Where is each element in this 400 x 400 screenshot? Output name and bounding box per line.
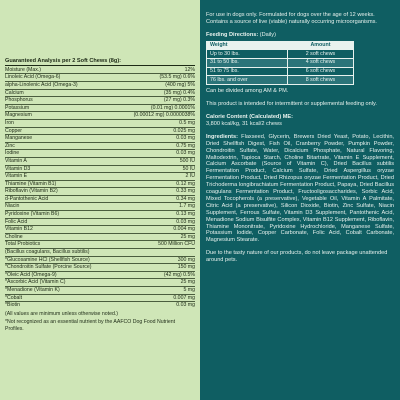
analysis-row: [5, 135, 195, 143]
analysis-row: [5, 97, 195, 105]
feeding-table-header-amount: Amount: [287, 41, 353, 50]
analysis-title: Guaranteed Analysis per 2 Soft Chews (8g):: [5, 58, 195, 66]
nutrient-name: *Oleic Acid (Omega-9): [5, 271, 57, 278]
table-cell-weight: 76 lbs. and over: [207, 76, 288, 85]
nutrient-name: Phosphorus: [5, 97, 33, 104]
table-cell-amount: 4 soft chews: [287, 59, 353, 68]
nutrient-name: Linoleic Acid (Omega-6): [5, 74, 61, 81]
analysis-row: [5, 158, 195, 166]
analysis-rows: [5, 67, 195, 309]
nutrient-value: 0.004 mg: [173, 226, 195, 233]
analysis-row: [5, 105, 195, 113]
nutrient-name: Pyridoxine (Vitamin B6): [5, 211, 60, 218]
nutrient-name: Magnesium: [5, 112, 32, 119]
nutrient-name: *Menadione (Vitamin K): [5, 287, 60, 293]
nutrient-value: (35 mg) 0.4%: [163, 89, 195, 96]
nutrient-name: *Biotin: [5, 302, 20, 309]
nutrient-value: 1.7 mg: [179, 203, 195, 210]
nutrient-name: Riboflavin (Vitamin B2): [5, 188, 58, 195]
analysis-row: [5, 241, 195, 249]
analysis-note-minimum: (All values are minimum unless otherwise noted.): [5, 310, 119, 317]
analysis-row: [5, 279, 195, 287]
nutrient-value: 500 Million CFU: [158, 241, 195, 248]
feeding-directions-unit: (Daily): [259, 31, 276, 38]
nutrient-value: 0.03 mg: [176, 135, 195, 142]
nutrient-value: 2 IU: [185, 173, 195, 180]
divided-note: Can be divided among AM & PM.: [206, 88, 289, 95]
feeding-directions-heading: [206, 32, 394, 39]
nutrient-name: d-Pantothenic Acid: [5, 195, 49, 202]
feeding-directions-title: Feeding Directions:: [206, 31, 259, 38]
nutrient-value: (53.5 mg) 0.6%: [159, 74, 195, 81]
analysis-row: [5, 143, 195, 151]
nutrient-value: 0.34 mg: [176, 195, 195, 202]
nutrient-value: 0.33 mg: [176, 188, 195, 195]
nutrient-value: (400 mg) 5%: [165, 81, 195, 88]
nutrient-name: *Glucosamine HCl (Shellfish Source): [5, 256, 90, 263]
nutrient-name: Moisture (Max.): [5, 66, 42, 73]
nutrient-name: Niacin: [5, 203, 20, 210]
analysis-row: [5, 211, 195, 219]
calorie-value: 3,800 kcal/kg, 31 kcal/2 chews: [206, 120, 282, 127]
analysis-row: [5, 173, 195, 181]
table-cell-weight: Up to 30 lbs.: [207, 50, 288, 59]
nutrient-name: Manganese: [5, 135, 33, 142]
nutrient-name: Thiamine (Vitamin B1): [5, 180, 57, 187]
analysis-row: [5, 287, 195, 295]
nutrient-name: alpha-Linolenic Acid (Omega-3): [5, 81, 78, 88]
analysis-row: [5, 219, 195, 227]
feeding-table: [206, 41, 354, 85]
nutrient-name: Total Probiotics: [5, 241, 41, 248]
analysis-row: [5, 203, 195, 211]
analysis-row: [5, 272, 195, 280]
analysis-row: [5, 249, 195, 257]
analysis-row: [5, 302, 195, 309]
table-row: [207, 59, 354, 68]
nutrient-name: Vitamin A: [5, 157, 27, 164]
ingredients-block: [206, 134, 394, 245]
nutrient-name: Vitamin E: [5, 173, 28, 180]
nutrient-name: Iodine: [5, 150, 20, 157]
nutrient-value: 500 IU: [179, 157, 195, 164]
table-cell-amount: 6 soft chews: [287, 67, 353, 76]
usage-intro: For use in dogs only. Formulated for dogs over the age of 12 weeks. Contains a source of live (viable) naturally occurring microorganisms.: [206, 12, 377, 25]
analysis-row: [5, 196, 195, 204]
nutrient-name: Vitamin B12: [5, 226, 33, 233]
analysis-row: [5, 264, 195, 272]
analysis-row: [5, 128, 195, 136]
analysis-note-aafco: *Not recognized as an essential nutrient by the AAFCO Dog Food Nutrient Profiles.: [5, 319, 176, 332]
analysis-row: [5, 188, 195, 196]
nutrient-value: 150 mg: [177, 264, 195, 271]
pet-safety-footer: Due to the tasty nature of our products, do not leave package unattended around pets.: [206, 250, 388, 264]
table-row: [207, 50, 354, 59]
analysis-row: [5, 82, 195, 90]
table-cell-weight: 31 to 50 lbs.: [207, 59, 288, 68]
analysis-row: [5, 295, 195, 303]
analysis-row: [5, 74, 195, 82]
nutrient-name: Iron: [5, 119, 14, 126]
analysis-row: [5, 120, 195, 128]
nutrient-name: Choline: [5, 233, 23, 240]
nutrient-name: Zinc: [5, 142, 15, 149]
analysis-sheet: [5, 58, 195, 333]
nutrient-value: 25 mg: [180, 233, 195, 240]
analysis-row: [5, 150, 195, 158]
nutrient-value: 0.03 mg: [176, 302, 195, 309]
nutrient-value: (0.00012 mg) 0.0000038%: [133, 112, 195, 119]
table-cell-amount: 8 soft chews: [287, 76, 353, 85]
nutrient-name: Vitamin D3: [5, 165, 31, 172]
nutrient-value: 50 IU: [182, 165, 195, 172]
analysis-row: [5, 257, 195, 265]
nutrient-name: Calcium: [5, 89, 24, 96]
ingredients-text: Flaxseed, Glycerin, Brewers Dried Yeast, Potato, Lecithin, Dried Shellfish Digest, Fish Oil, Cranberry Powder, Pumpkin Powder, Chondroitin Sulfate, Water, Dicalcium Phosphate, Natural Flavoring, Maltodextrin, Tapioca Starch, Choline Bitartrate, Vitamin E Supplement, Calcium Ascorbate (Source of Vitamin C), Dried Bacillus subtilis Fermentation Product, Calcium Sulfate, Dried Aspergillus oryzae Fermentation Product, Dried Rhizopus oryzae Fermentation Product, Dried Trichoderma longibrachiatum Fermentation Product, Papaya, Dried Bacillus coagulans Fermentation Product, Fructooligosaccharides, Sorbic Acid, Mixed Tocopherols (a preservative), Vegetable Oil, Vitamin A Palmitate, Citric Acid (a preservative), Silicon Dioxide, Biotin, Zinc Sulfate, Niacin Supplement, Ferrous Sulfate, Vitamin D3 Supplement, Pantothenic Acid, Menadione Sodium Bisulfite Complex, Vitamin B12 Supplement, Riboflavin, Thiamine Mononitrate, Pyridoxine Hydrochloride, Manganese Sulfate, Potassium Iodide, Copper Carbonate, Folic Acid, Cobalt Carbonate, Magnesium Stearate.: [206, 133, 394, 244]
analysis-row: [5, 112, 195, 120]
table-cell-amount: 2 soft chews: [287, 50, 353, 59]
nutrient-value: 0.5 mg: [179, 119, 195, 126]
nutrient-name: Potassium: [5, 104, 30, 111]
nutrient-value: 0.025 mg: [173, 127, 195, 134]
nutrient-value: 0.007 mg: [173, 294, 195, 301]
feeding-info-panel: [200, 0, 400, 400]
nutrient-value: 0.75 mg: [176, 142, 195, 149]
feeding-table-header-weight: Weight: [207, 41, 288, 50]
nutrient-name: (Bacillus coagulans, Bacillus subtilis): [5, 249, 90, 256]
analysis-row: [5, 181, 195, 189]
calorie-title: Calorie Content (Calculated) ME:: [206, 113, 294, 120]
analysis-row: [5, 166, 195, 174]
table-row: [207, 76, 354, 85]
nutrient-value: 0.03 mg: [176, 218, 195, 225]
nutrient-name: *Cobalt: [5, 294, 23, 301]
analysis-row: [5, 90, 195, 98]
feeding-info-content: [206, 12, 394, 270]
analysis-row: [5, 226, 195, 234]
nutrient-value: 25 mg: [180, 279, 195, 286]
nutrient-value: 0.12 mg: [176, 180, 195, 187]
nutrient-value: (42 mg) 0.5%: [163, 271, 195, 278]
nutrient-value: 0.03 mg: [176, 150, 195, 157]
supplemental-note: This product is intended for intermittent or supplemental feeding only.: [206, 101, 377, 108]
nutrient-name: *Chondroitin Sulfate (Porcine Source): [5, 264, 92, 271]
nutrient-value: (27 mg) 0.3%: [163, 97, 195, 104]
analysis-row: [5, 234, 195, 242]
nutrient-value: 5 mg: [183, 287, 195, 293]
nutrient-value: 12%: [184, 66, 195, 73]
nutrient-value: 0.13 mg: [176, 211, 195, 218]
feeding-table-header: [207, 41, 354, 50]
nutrient-name: Folic Acid: [5, 218, 28, 225]
nutrient-name: Copper: [5, 127, 23, 134]
nutrient-value: (0.01 mg) 0.0001%: [150, 104, 195, 111]
table-row: [207, 67, 354, 76]
table-cell-weight: 51 to 75 lbs.: [207, 67, 288, 76]
analysis-row: [5, 67, 195, 75]
nutrient-name: *Ascorbic Acid (Vitamin C): [5, 279, 66, 286]
nutrient-value: 300 mg: [177, 256, 195, 263]
ingredients-label: Ingredients:: [206, 133, 239, 140]
